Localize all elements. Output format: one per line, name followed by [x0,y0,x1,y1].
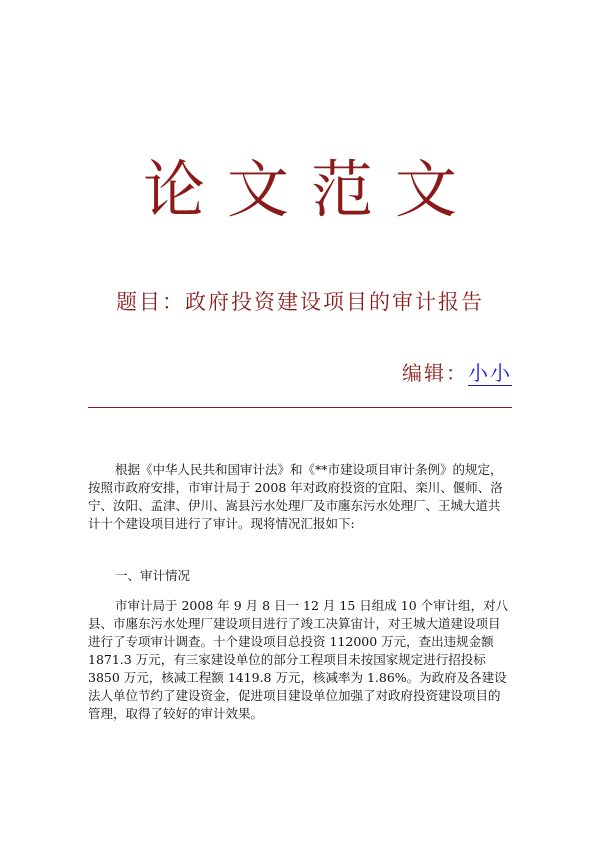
banner-title: 论文范文 [142,153,479,226]
editor-label: 编辑： [402,361,468,385]
editor-name[interactable]: 小小 [468,361,512,385]
editor-line [402,357,512,386]
section-paragraph: 市审计局于 2008 年 9 月 8 日一 12 月 15 日组成 10 个审计组，对八县、市廛东污水处理厂建设项目进行了竣工决算宙计，对王城大道建设项目进行了专项审计调查。十个建设项目总投资 112000 万元，查出违规金额 1871.3 万元，有三家建设单位的部分工程项目未按国家规定进行招投标 3850 万元，核减工程额 1419.8 万元，核减率为 1.86%。为政府及各建设法人单位节约了建设资金，促进项目建设单位加强了对政府投资建设项目的管理，取得了较好的审计效果。 [88,598,509,721]
divider-rule [88,407,512,408]
section-heading: 一、审计情况 [115,568,191,583]
document-subject: 题目：政府投资建设项目的审计报告 [116,290,484,314]
intro-paragraph: 根据《中华人民共和国审计法》和《**市建设项目审计条例》的规定，按照市政府安排，市审计局于 2008 年对政府投资的宜阳、栾川、偃师、洛宁、汝阳、孟津、伊川、嵩县污水处理厂及市廛东污水处理厂、王城大道共计十个建设项目进行了审计。现将情况汇报如下: [88,462,503,531]
